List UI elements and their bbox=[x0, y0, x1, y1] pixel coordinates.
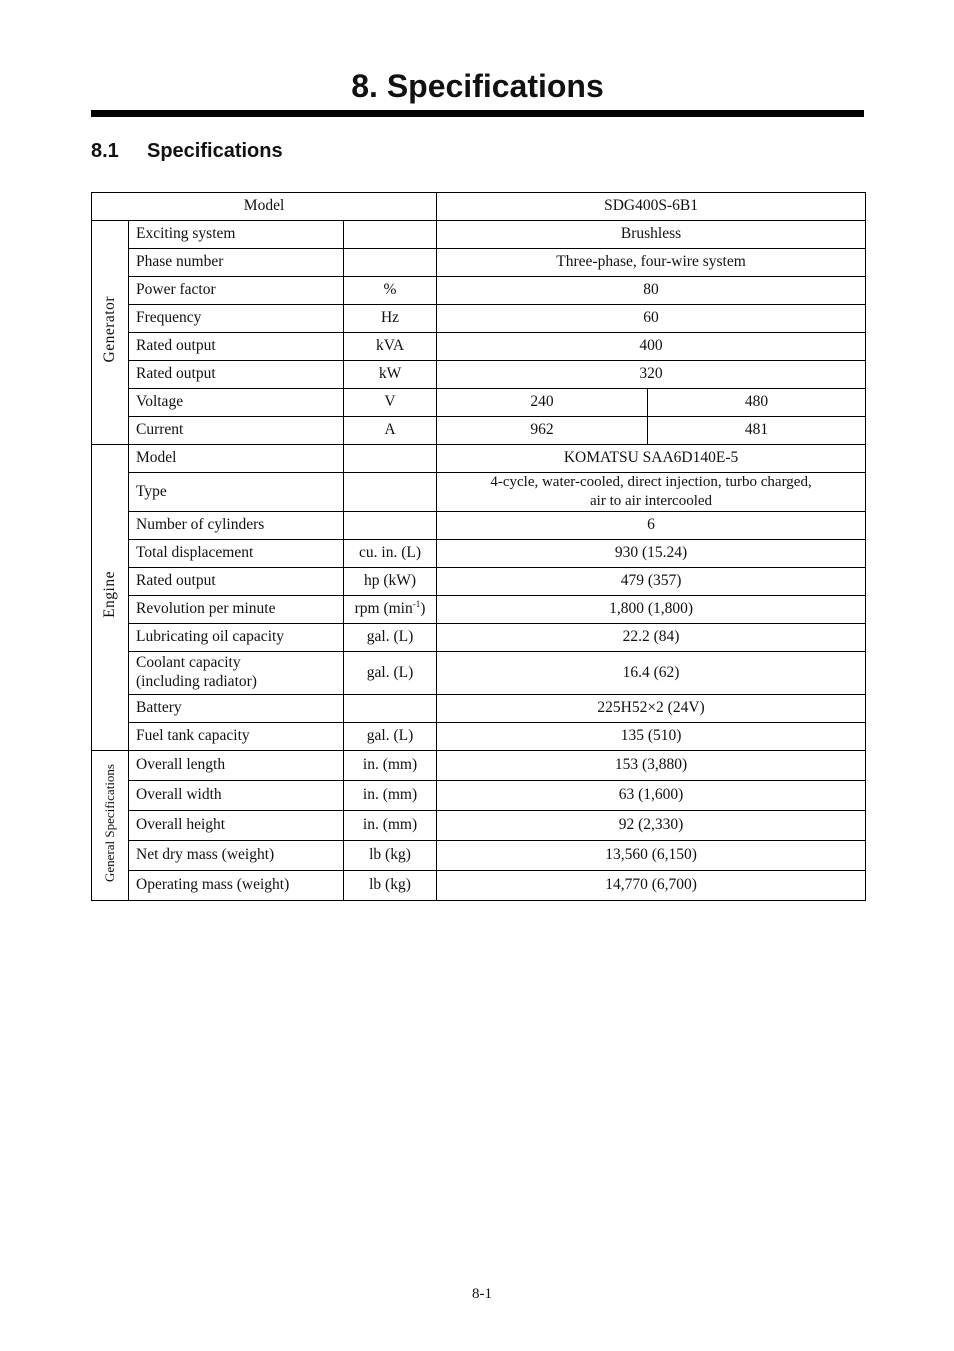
table-row bbox=[92, 512, 866, 540]
spec-item: Battery bbox=[129, 695, 344, 723]
spec-item: Type bbox=[129, 473, 344, 512]
spec-value: 481 bbox=[648, 417, 866, 445]
spec-unit: kW bbox=[344, 361, 437, 389]
table-row bbox=[92, 811, 866, 841]
table-row bbox=[92, 540, 866, 568]
table-row bbox=[92, 277, 866, 305]
table-row bbox=[92, 473, 866, 512]
spec-item: Current bbox=[129, 417, 344, 445]
spec-item: Rated output bbox=[129, 361, 344, 389]
page-number: 8-1 bbox=[472, 1286, 492, 1302]
table-row bbox=[92, 417, 866, 445]
spec-item bbox=[129, 652, 344, 695]
spec-item: Frequency bbox=[129, 305, 344, 333]
spec-item: Lubricating oil capacity bbox=[129, 624, 344, 652]
spec-item: Revolution per minute bbox=[129, 596, 344, 624]
section-heading bbox=[91, 140, 283, 163]
table-row bbox=[92, 193, 866, 221]
spec-item: Power factor bbox=[129, 277, 344, 305]
spec-value: Three-phase, four-wire system bbox=[437, 249, 866, 277]
spec-unit: in. (mm) bbox=[344, 781, 437, 811]
spec-unit bbox=[344, 473, 437, 512]
spec-item: Rated output bbox=[129, 333, 344, 361]
spec-value: 930 (15.24) bbox=[437, 540, 866, 568]
table-row bbox=[92, 596, 866, 624]
spec-item: Total displacement bbox=[129, 540, 344, 568]
spec-value: 225H52×2 (24V) bbox=[437, 695, 866, 723]
table-row bbox=[92, 652, 866, 695]
spec-unit: in. (mm) bbox=[344, 751, 437, 781]
table-row bbox=[92, 751, 866, 781]
specifications-table bbox=[91, 192, 866, 901]
page-title: 8. Specifications bbox=[351, 68, 604, 104]
spec-unit: cu. in. (L) bbox=[344, 540, 437, 568]
spec-item: Phase number bbox=[129, 249, 344, 277]
spec-unit: rpm $(\min^{-1})$ bbox=[344, 596, 437, 624]
type-line-1: 4-cycle, water-cooled, direct injection, turbo charged, bbox=[490, 474, 812, 491]
spec-item: Voltage bbox=[129, 389, 344, 417]
spec-value: 240 bbox=[437, 389, 648, 417]
spec-unit: kVA bbox=[344, 333, 437, 361]
spec-value: 80 bbox=[437, 277, 866, 305]
spec-unit: A bbox=[344, 417, 437, 445]
spec-unit: in. (mm) bbox=[344, 811, 437, 841]
spec-item: Fuel tank capacity bbox=[129, 723, 344, 751]
spec-unit: lb (kg) bbox=[344, 841, 437, 871]
spec-value: 92 (2,330) bbox=[437, 811, 866, 841]
spec-value bbox=[437, 473, 866, 512]
spec-value: Brushless bbox=[437, 221, 866, 249]
table-row bbox=[92, 445, 866, 473]
model-value: SDG400S-6B1 bbox=[437, 193, 866, 221]
spec-value: 962 bbox=[437, 417, 648, 445]
spec-value: KOMATSU SAA6D140E-5 bbox=[437, 445, 866, 473]
table-row bbox=[92, 723, 866, 751]
spec-unit: V bbox=[344, 389, 437, 417]
spec-item: Overall width bbox=[129, 781, 344, 811]
table-row bbox=[92, 249, 866, 277]
table-row bbox=[92, 624, 866, 652]
table-row bbox=[92, 333, 866, 361]
spec-item: Overall height bbox=[129, 811, 344, 841]
spec-item: Exciting system bbox=[129, 221, 344, 249]
coolant-line-2: (including radiator) bbox=[136, 673, 257, 690]
table-row bbox=[92, 221, 866, 249]
spec-unit: gal. (L) bbox=[344, 624, 437, 652]
table-row bbox=[92, 695, 866, 723]
table-row bbox=[92, 781, 866, 811]
spec-value: 16.4 (62) bbox=[437, 652, 866, 695]
group-engine: Engine bbox=[92, 445, 129, 751]
spec-item: Rated output bbox=[129, 568, 344, 596]
spec-value: 400 bbox=[437, 333, 866, 361]
spec-value: 22.2 (84) bbox=[437, 624, 866, 652]
spec-value: 135 (510) bbox=[437, 723, 866, 751]
table-row bbox=[92, 568, 866, 596]
spec-unit bbox=[344, 221, 437, 249]
table-row bbox=[92, 871, 866, 901]
spec-item: Operating mass (weight) bbox=[129, 871, 344, 901]
spec-unit: Hz bbox=[344, 305, 437, 333]
spec-unit: gal. (L) bbox=[344, 723, 437, 751]
spec-value: 479 (357) bbox=[437, 568, 866, 596]
spec-value: 63 (1,600) bbox=[437, 781, 866, 811]
model-label: Model bbox=[92, 193, 437, 221]
spec-value: 153 (3,880) bbox=[437, 751, 866, 781]
spec-value: 320 bbox=[437, 361, 866, 389]
title-rule bbox=[91, 110, 864, 117]
spec-value: 13,560 (6,150) bbox=[437, 841, 866, 871]
section-title: Specifications bbox=[147, 140, 283, 162]
spec-unit bbox=[344, 445, 437, 473]
spec-unit: gal. (L) bbox=[344, 652, 437, 695]
group-generator: Generator bbox=[92, 221, 129, 445]
coolant-line-1: Coolant capacity bbox=[136, 654, 241, 672]
spec-value: 1,800 (1,800) bbox=[437, 596, 866, 624]
spec-unit: % bbox=[344, 277, 437, 305]
spec-unit: hp (kW) bbox=[344, 568, 437, 596]
section-number: 8.1 bbox=[91, 140, 119, 162]
spec-unit bbox=[344, 249, 437, 277]
table-row bbox=[92, 841, 866, 871]
spec-unit bbox=[344, 695, 437, 723]
spec-value: 480 bbox=[648, 389, 866, 417]
spec-item: Number of cylinders bbox=[129, 512, 344, 540]
table-row bbox=[92, 361, 866, 389]
table-row bbox=[92, 389, 866, 417]
table-row bbox=[92, 305, 866, 333]
spec-unit bbox=[344, 512, 437, 540]
spec-item: Overall length bbox=[129, 751, 344, 781]
spec-unit: lb (kg) bbox=[344, 871, 437, 901]
spec-item: Model bbox=[129, 445, 344, 473]
spec-value: 60 bbox=[437, 305, 866, 333]
spec-value: 6 bbox=[437, 512, 866, 540]
spec-item: Net dry mass (weight) bbox=[129, 841, 344, 871]
spec-value: 14,770 (6,700) bbox=[437, 871, 866, 901]
group-general-specifications: General Specifications bbox=[92, 751, 129, 901]
type-line-2: air to air intercooled bbox=[590, 493, 713, 509]
